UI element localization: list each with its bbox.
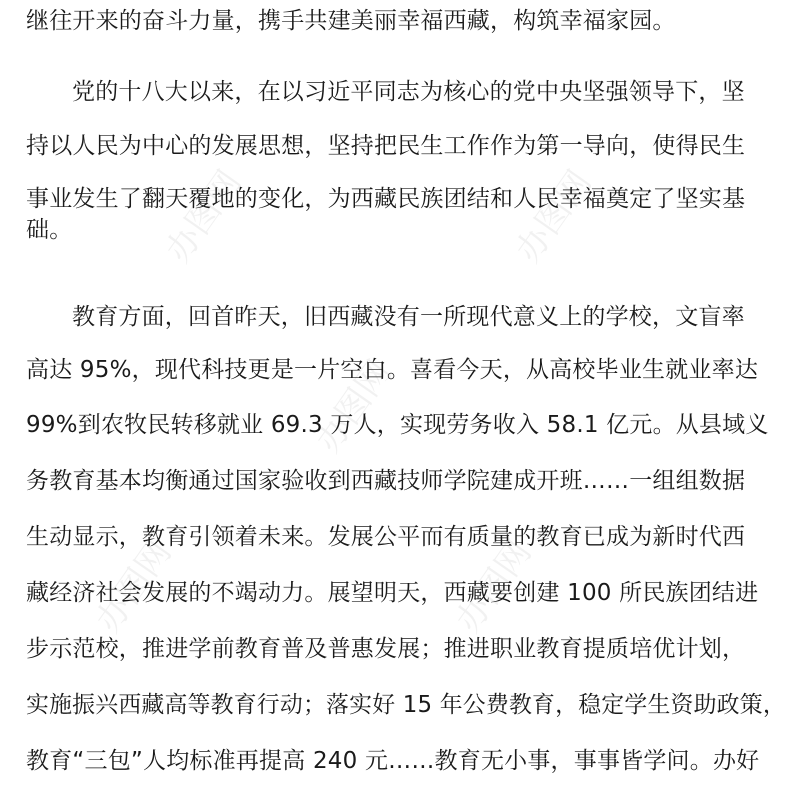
paragraph-first-line: 教育方面，回首昨天，旧西藏没有一所现代意义上的学校，文盲率 [72,304,745,330]
watermark-text: 办图网 [158,163,250,270]
text-line: 础。 [26,217,73,243]
text-line: 高达 95%，现代科技更是一片空白。喜看今天，从高校毕业生就业率达 [26,357,759,383]
watermark-text: 办图网 [308,353,400,460]
paragraph-first-line: 党的十八大以来，在以习近平同志为核心的党中央坚强领导下，坚 [72,79,745,105]
text-line: 藏经济社会发展的不竭动力。展望明天，西藏要创建 100 所民族团结进 [26,580,759,606]
watermark-text: 办图网 [508,163,600,270]
text-line: 实施振兴西藏高等教育行动；落实好 15 年公费教育，稳定学生资助政策， [26,692,786,718]
text-line: 持以人民为中心的发展思想，坚持把民生工作作为第一导向，使得民生 [26,133,746,159]
text-line: 继往开来的奋斗力量，携手共建美丽幸福西藏，构筑幸福家园。 [26,8,676,34]
text-line: 事业发生了翻天覆地的变化，为西藏民族团结和人民幸福奠定了坚实基 [26,186,746,212]
watermark-text: 办图网 [448,533,540,640]
text-line: 教育“三包”人均标准再提高 240 元……教育无小事，事事皆学问。办好 [26,748,760,774]
text-line: 99%到农牧民转移就业 69.3 万人，实现劳务收入 58.1 亿元。从县域义 [26,412,769,438]
text-line: 步示范校，推进学前教育普及普惠发展；推进职业教育提质培优计划， [26,636,746,662]
text-line: 生动显示，教育引领着未来。发展公平而有质量的教育已成为新时代西 [26,524,746,550]
text-line: 务教育基本均衡通过国家验收到西藏技师学院建成开班……一组组数据 [26,468,746,494]
watermark-text: 办图网 [88,533,180,640]
